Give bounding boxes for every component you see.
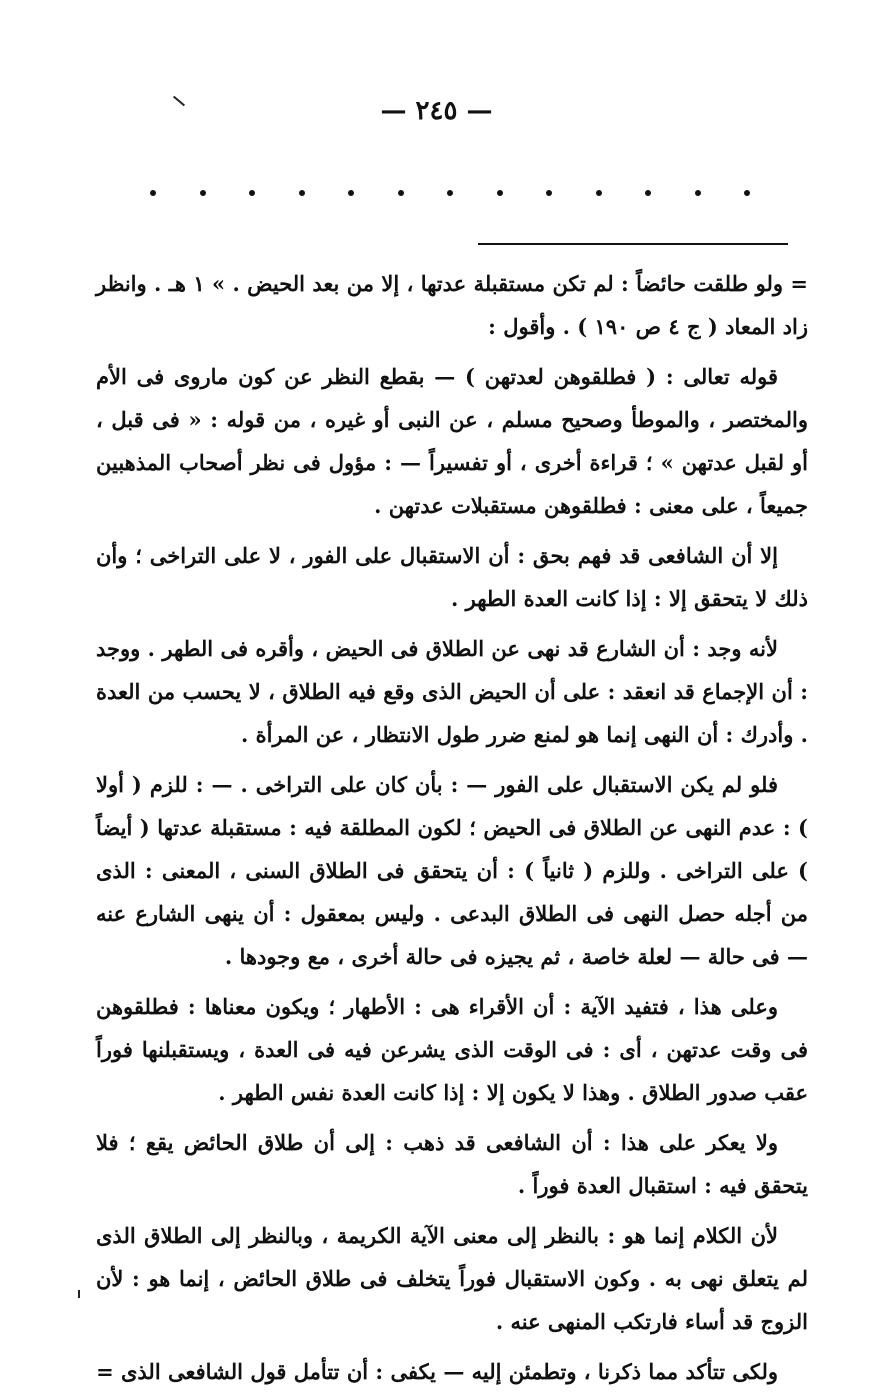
dot: [596, 190, 602, 196]
dot: [348, 190, 354, 196]
paragraph: فلو لم يكن الاستقبال على الفور — : بأن كان على التراخى . — : للزم ( أولا ) : عدم النهى عن الطلاق فى الحيض ؛ لكون المطلقة فيه : مستقبلة عدتها ( أيضاً ) على التراخى . وللزم ( ثانياً ) : أن يتحقق فى الطلاق السنى ، المعنى : الذى من أجله حصل النهى فى الطلاق البدعى . وليس بمعقول : أن ينهى الشارع عنه — فى حالة — لعلة خاصة ، ثم يجيزه فى حالة أخرى ، مع وجودها .: [96, 772, 808, 969]
dot: [200, 190, 206, 196]
paragraph: قوله تعالى : ( فطلقوهن لعدتهن ) — بقطع النظر عن كون ماروى فى الأم والمختصر ، والموطأ وصحيح مسلم ، عن النبى أو غيره ، من قوله : « فى قبل ، أو لقبل عدتهن » ؛ قراءة أخرى ، أو تفسيراً — : مؤول فى نظر أصحاب المذهبين جميعاً ، على معنى : فطلقوهن مستقبلات عدتهن .: [96, 364, 808, 518]
dot: [497, 190, 503, 196]
dot: [744, 190, 750, 196]
dot: [695, 190, 701, 196]
stray-ink-mark: [78, 1290, 80, 1298]
page-number: — ٢٤٥ —: [380, 96, 493, 126]
paragraph: وعلى هذا ، فتفيد الآية : أن الأقراء هى : الأطهار ؛ ويكون معناها : فطلقوهن فى وقت عدتهن ، أى : فى الوقت الذى يشرعن فيه فى العدة ، ويستقبلنها فوراً عقب صدور الطلاق . وهذا لا يكون إلا : إذا كانت العدة نفس الطهر .: [96, 994, 808, 1105]
dot: [299, 190, 305, 196]
paragraph: لأنه وجد : أن الشارع قد نهى عن الطلاق فى الحيض ، وأقره فى الطهر . ووجد : أن الإجماع قد انعقد : على أن الحيض الذى وقع فيه الطلاق ، لا يحسب من العدة . وأدرك : أن النهى إنما هو لمنع ضرر طول الانتظار ، عن المرأة .: [96, 636, 808, 747]
footnote-rule: [478, 243, 788, 245]
dot: [249, 190, 255, 196]
paragraph: ولا يعكر على هذا : أن الشافعى قد ذهب : إلى أن طلاق الحائض يقع ؛ فلا يتحقق فيه : استقبال العدة فوراً .: [96, 1130, 808, 1198]
paragraph: لأن الكلام إنما هو : بالنظر إلى معنى الآية الكريمة ، وبالنظر إلى الطلاق الذى لم يتعلق نهى به . وكون الاستقبال فوراً يتخلف فى طلاق الحائض ، إنما هو : لأن الزوج قد أساء فارتكب المنهى عنه .: [96, 1223, 808, 1334]
dot: [447, 190, 453, 196]
dot: [398, 190, 404, 196]
dot: [546, 190, 552, 196]
dot: [150, 190, 156, 196]
paragraph: = ولو طلقت حائضاً : لم تكن مستقبلة عدتها ، إلا من بعد الحيض . » ١ هـ . وانظر زاد المعاد ( ج ٤ ص ١٩٠ ) . وأقول :: [96, 271, 808, 339]
paragraph: إلا أن الشافعى قد فهم بحق : أن الاستقبال على الفور ، لا على التراخى ؛ وأن ذلك لا يتحقق إلا : إذا كانت العدة الطهر .: [96, 543, 808, 611]
paragraph: ولكى تتأكد مما ذكرنا ، وتطمئن إليه — يكفى : أن تتأمل قول الشافعى الذى =: [96, 1359, 778, 1384]
body-text: [96, 262, 808, 1400]
separator-dots: [150, 178, 750, 208]
dot: [645, 190, 651, 196]
